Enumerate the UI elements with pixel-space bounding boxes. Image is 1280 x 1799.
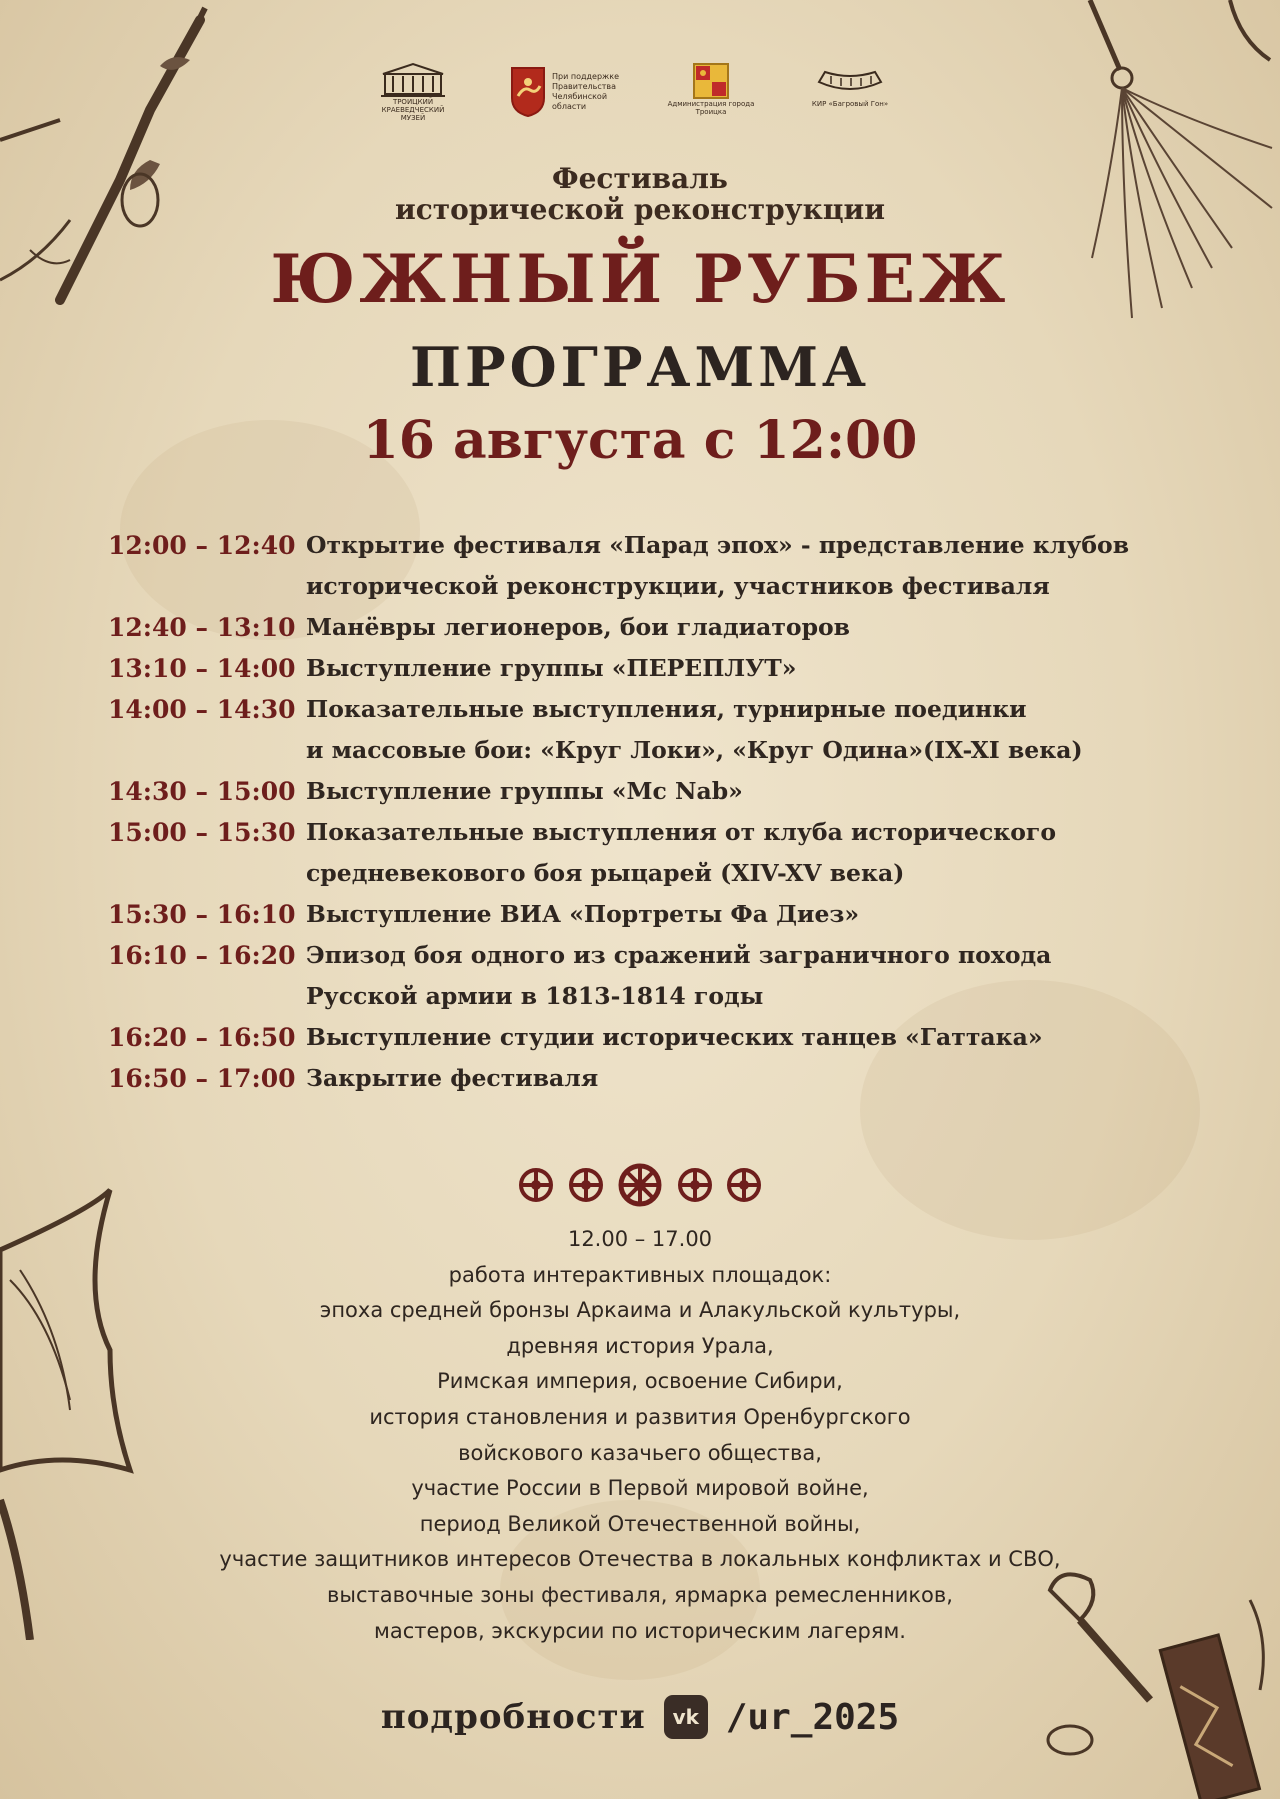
info-line: войскового казачьего общества, bbox=[458, 1440, 822, 1465]
government-logo bbox=[508, 66, 634, 118]
info-line: работа интерактивных площадок: bbox=[448, 1262, 832, 1287]
footer bbox=[0, 1695, 1280, 1739]
administration-logo bbox=[666, 62, 756, 116]
knot-ornament-icon bbox=[726, 1167, 762, 1203]
schedule-row bbox=[108, 894, 1198, 935]
schedule-row bbox=[108, 771, 1198, 812]
schedule-time: 16:50 – 17:00 bbox=[108, 1064, 296, 1093]
club-boat-icon bbox=[815, 62, 885, 100]
info-time: 12.00 – 17.00 bbox=[567, 1227, 713, 1251]
vk-handle-link[interactable]: /ur_2025 bbox=[725, 1696, 900, 1738]
event-date: 16 августа с 12:00 bbox=[362, 410, 918, 471]
schedule-row bbox=[108, 689, 1198, 771]
program-heading: ПРОГРАММА bbox=[409, 335, 871, 399]
schedule-row bbox=[108, 525, 1198, 607]
schedule-description: Выступление студии исторических танцев «Гаттака» bbox=[306, 1023, 1043, 1051]
info-line: история становления и развития Оренбургского bbox=[369, 1404, 911, 1429]
schedule-row bbox=[108, 812, 1198, 894]
schedule-description: Закрытие фестиваля bbox=[306, 1064, 599, 1092]
schedule-description: Открытие фестиваля «Парад эпох» - представление клубов исторической реконструкции, участников фестиваля bbox=[306, 531, 1130, 600]
schedule-description: Выступление группы «ПЕРЕПЛУТ» bbox=[306, 654, 797, 682]
schedule-time: 16:10 – 16:20 bbox=[108, 941, 296, 970]
interactive-zones-info bbox=[0, 1222, 1280, 1649]
info-line: период Великой Отечественной войны, bbox=[419, 1511, 861, 1536]
museum-caption: ТРОИЦКИЙ КРАЕВЕДЧЕСКИЙ МУЗЕЙ bbox=[381, 98, 445, 122]
info-line: выставочные зоны фестиваля, ярмарка ремесленников, bbox=[327, 1582, 953, 1607]
ornament-divider bbox=[518, 1162, 762, 1208]
festival-subtitle: исторической реконструкции bbox=[394, 193, 886, 226]
festival-title: ЮЖНЫЙ РУБЕЖ bbox=[270, 240, 1010, 318]
schedule-description: Показательные выступления, турнирные поединки и массовые бои: «Круг Локи», «Круг Одина»(IX-XI века) bbox=[306, 695, 1083, 764]
schedule-description: Выступление ВИА «Портреты Фа Диез» bbox=[306, 900, 860, 928]
schedule-time: 14:00 – 14:30 bbox=[108, 695, 296, 724]
info-line: участие России в Первой мировой войне, bbox=[411, 1476, 869, 1501]
vk-icon-glyph: vk bbox=[672, 1705, 699, 1729]
knot-ornament-icon bbox=[568, 1167, 604, 1203]
info-line: древняя история Урала, bbox=[506, 1333, 774, 1358]
knot-ornament-icon bbox=[518, 1167, 554, 1203]
schedule-row bbox=[108, 1058, 1198, 1099]
knot-ornament-icon bbox=[677, 1167, 713, 1203]
info-line: Римская империя, освоение Сибири, bbox=[437, 1369, 843, 1394]
coat-of-arms-icon bbox=[508, 66, 548, 118]
club-logo bbox=[810, 62, 890, 108]
schedule-time: 15:00 – 15:30 bbox=[108, 818, 296, 847]
partner-logos bbox=[370, 62, 910, 142]
vk-icon[interactable] bbox=[664, 1695, 708, 1739]
schedule-description: Эпизод боя одного из сражений заграничного похода Русской армии в 1813-1814 годы bbox=[306, 941, 1052, 1010]
schedule-description: Выступление группы «Mc Nab» bbox=[306, 777, 743, 805]
schedule-list bbox=[108, 525, 1198, 1099]
schedule-time: 14:30 – 15:00 bbox=[108, 777, 296, 806]
info-line: участие защитников интересов Отечества в локальных конфликтах и СВО, bbox=[219, 1547, 1061, 1572]
museum-building-icon bbox=[379, 62, 447, 98]
schedule-time: 12:00 – 12:40 bbox=[108, 531, 296, 560]
schedule-time: 12:40 – 13:10 bbox=[108, 613, 296, 642]
info-line: эпоха средней бронзы Аркаима и Алакульской культуры, bbox=[319, 1298, 961, 1323]
schedule-row bbox=[108, 648, 1198, 689]
administration-caption: Администрация города Троицка bbox=[667, 100, 755, 116]
schedule-row bbox=[108, 935, 1198, 1017]
schedule-row bbox=[108, 1017, 1198, 1058]
city-arms-icon bbox=[692, 62, 730, 100]
schedule-row bbox=[108, 607, 1198, 648]
festival-label: Фестиваль bbox=[552, 162, 728, 195]
museum-logo bbox=[378, 62, 448, 122]
info-line: мастеров, экскурсии по историческим лагерям. bbox=[374, 1618, 906, 1643]
schedule-time: 15:30 – 16:10 bbox=[108, 900, 296, 929]
government-caption: При поддержке Правительства Челябинской области bbox=[552, 72, 619, 111]
knot-ornament-icon bbox=[617, 1162, 663, 1208]
schedule-time: 13:10 – 14:00 bbox=[108, 654, 296, 683]
schedule-description: Манёвры легионеров, бои гладиаторов bbox=[306, 613, 851, 641]
club-caption: КИР «Багровый Гон» bbox=[811, 100, 889, 108]
details-label: подробности bbox=[380, 1697, 646, 1737]
schedule-description: Показательные выступления от клуба исторического средневекового боя рыцарей (XIV-XV века) bbox=[306, 818, 1057, 887]
schedule-time: 16:20 – 16:50 bbox=[108, 1023, 296, 1052]
